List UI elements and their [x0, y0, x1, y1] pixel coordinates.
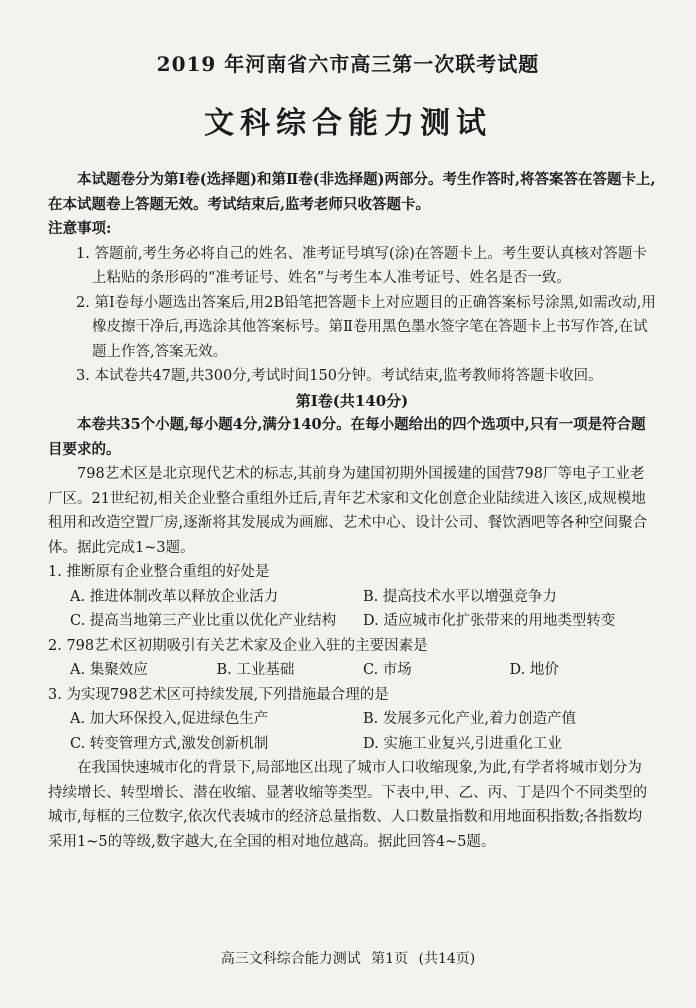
- option-a: A. 推进体制改革以释放企业活力: [70, 588, 279, 605]
- passage-city-shrinkage: 在我国快速城市化的背景下,局部地区出现了城市人口收缩现象,为此,有学者将城市划分为持续增长、转型增长、潜在收缩、显著收缩等类型。下表中,甲、乙、丙、丁是四个不同类型的城市,每框的三位数字,依次代表城市的经济总量指数、人口数量指数和用地面积指数;各指数均采用1~5的等级,数字越大,在全国的相对地位越高。据此回答4~5题。: [48, 760, 648, 850]
- notes-label: 注意事项:: [48, 220, 112, 237]
- intro-text: 本试题卷分为第Ⅰ卷(选择题)和第Ⅱ卷(非选择题)两部分。考生作答时,将答案答在答题卡上,在本试题卷上答题无效。考试结束后,监考老师只收答题卡。: [48, 171, 656, 213]
- option-a: A. 集聚效应: [70, 662, 148, 678]
- question-options: [48, 585, 656, 634]
- question-stem: 2. 798艺术区初期吸引有关艺术家及企业入驻的主要因素是: [48, 637, 428, 654]
- passage-798: 798艺术区是北京现代艺术的标志,其前身为建国初期外国援建的国营798厂等电子工业老厂区。21世纪初,相关企业整合重组外迁后,青年艺术家和文化创意企业陆续进入该区,成规模地租用和改造空置厂房,逐渐将其发展成为画廊、艺术中心、设计公司、餐饮酒吧等各种空间聚合体。据此完成1~3题。: [48, 466, 648, 556]
- option-d: D. 地价: [509, 662, 559, 678]
- option-d: D. 适应城市化扩张带来的用地类型转变: [363, 613, 616, 629]
- question-stem: 1. 推断原有企业整合重组的好处是: [48, 564, 270, 580]
- section-title: 第Ⅰ卷(共140分): [295, 391, 409, 410]
- page-footer: [0, 948, 696, 968]
- footer-subject: 高三文科综合能力测试: [220, 951, 361, 967]
- option-b: B. 工业基础: [216, 662, 295, 678]
- section-instructions: 本卷共35个小题,每小题4分,满分140分。在每小题给出的四个选项中,只有一项是符合题目要求的。: [48, 416, 646, 458]
- option-c: C. 提高当地第三产业比重以优化产业结构: [70, 613, 337, 629]
- option-b: B. 提高技术水平以增强竞争力: [363, 588, 557, 605]
- option-b: B. 发展多元化产业,着力创造产值: [363, 711, 576, 727]
- note-item: 3. 本试卷共47题,共300分,考试时间150分钟。考试结束,监考教师将答题卡收回。: [76, 368, 603, 384]
- subject-title: 文科综合能力测试: [204, 106, 492, 141]
- option-c: C. 市场: [363, 662, 412, 678]
- footer-page-total: (共14页): [418, 951, 476, 967]
- question-stem: 3. 为实现798艺术区可持续发展,下列措施最合理的是: [48, 686, 389, 703]
- question-options: [48, 658, 656, 683]
- exam-body: [48, 168, 656, 854]
- option-a: A. 加大环保投入,促进绿色生产: [70, 711, 269, 727]
- option-c: C. 转变管理方式,激发创新机制: [70, 735, 269, 752]
- footer-page-number: 第1页: [371, 951, 409, 967]
- note-item: 2. 第Ⅰ卷每小题选出答案后,用2B铅笔把答题卡上对应题目的正确答案标号涂黑,如需改动,用橡皮擦干净后,再选涂其他答案标号。第Ⅱ卷用黑色墨水签字笔在答题卡上书写作答,在试题上作答,答案无效。: [76, 294, 656, 360]
- option-d: D. 实施工业复兴,引进重化工业: [363, 735, 562, 752]
- question-options: [48, 707, 656, 756]
- note-item: 1. 答题前,考生务必将自己的姓名、准考证号填写(涂)在答题卡上。考生要认真核对答题卡上粘贴的条形码的“准考证号、姓名”与考生本人准考证号、姓名是否一致。: [76, 245, 647, 286]
- exam-title: 2019 年河南省六市高三第一次联考试题: [156, 52, 540, 76]
